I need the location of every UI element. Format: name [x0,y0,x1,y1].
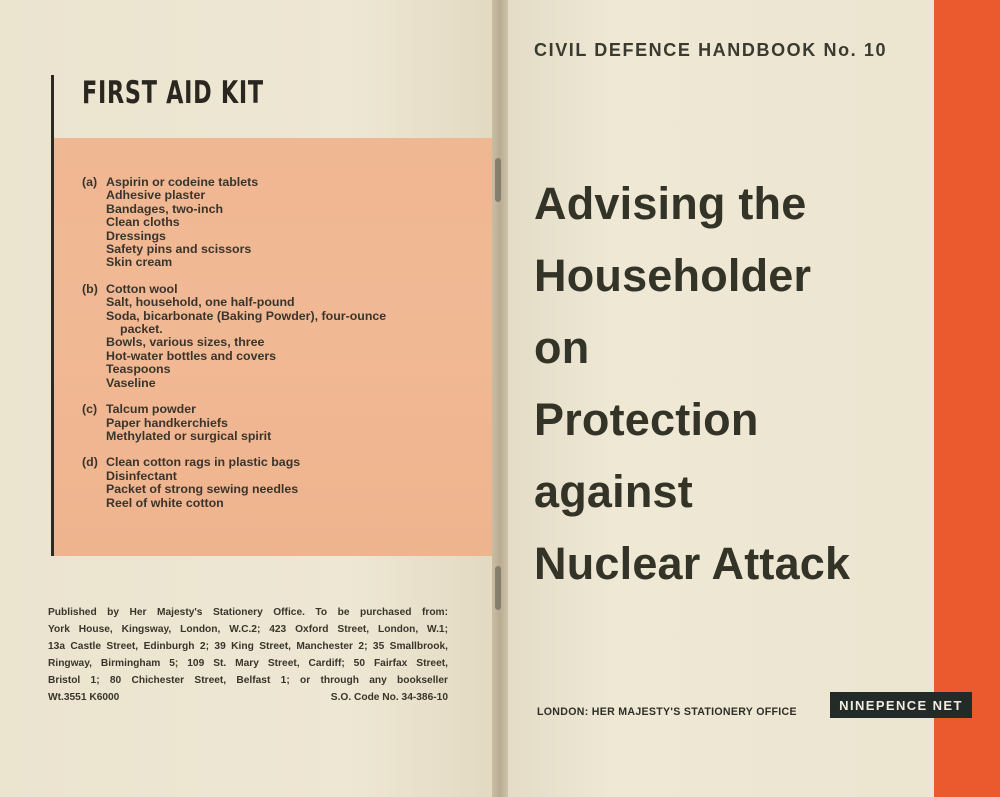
list-item: Bowls, various sizes, three [106,335,265,350]
group-label: (d) [82,455,98,470]
so-code: S.O. Code No. 34-386-10 [330,692,448,703]
list-item: Soda, bicarbonate (Baking Powder), four-ounce [106,308,387,323]
title-line: Protection [534,394,759,445]
list-item: Adhesive plaster [106,188,206,203]
list-item: Dressings [106,228,166,243]
vertical-rule [51,75,54,556]
orange-stripe [934,0,1000,797]
kit-group-a [82,176,482,270]
group-label: (c) [82,402,98,417]
publication-line: Published by Her Majesty's Stationery Office. To be purchased from: [48,607,448,618]
publication-codes [48,689,448,706]
publication-info [48,604,448,706]
list-item: Hot-water bottles and covers [106,348,277,363]
first-aid-kit-heading: FIRST AID KIT [82,75,264,111]
list-item: Bandages, two-inch [106,201,224,216]
list-item: Methylated or surgical spirit [106,428,272,443]
list-item: Skin cream [106,255,173,270]
price-label: NINEPENCE NET [830,692,972,718]
list-item: packet. [120,322,163,337]
list-item: (a) Aspirin or codeine tablets [82,175,259,189]
list-item: Safety pins and scissors [106,242,252,257]
title-line: against [534,466,693,517]
list-item: (d) Clean cotton rags in plastic bags [82,455,301,470]
list-item: Clean cloths [106,215,180,230]
list-item: Disinfectant [106,468,177,483]
publisher-imprint: LONDON: HER MAJESTY'S STATIONERY OFFICE [537,706,797,718]
publication-line: Bristol 1; 80 Chichester Street, Belfast 1; or through any bookseller [48,675,448,686]
list-item: Teaspoons [106,362,171,377]
kit-group-c [82,403,482,443]
title-line: on [534,322,590,373]
list-item: Vaseline [106,375,156,390]
list-item: Paper handkerchiefs [106,415,228,430]
group-label: (b) [82,281,98,296]
kit-group-d [82,456,482,510]
series-heading: CIVIL DEFENCE HANDBOOK No. 10 [534,40,888,60]
publication-line: Ringway, Birmingham 5; 109 St. Mary Street, Cardiff; 50 Fairfax Street, [48,658,448,669]
publication-line: York House, Kingsway, London, W.C.2; 423 Oxford Street, London, W.1; [48,624,448,635]
title-line: Householder [534,250,812,301]
print-code: Wt.3551 K6000 [48,692,120,703]
kit-group-b [82,283,482,390]
cover-title [534,168,850,600]
list-item: (c) Talcum powder [82,402,196,417]
group-label: (a) [82,175,98,189]
publication-line: 13a Castle Street, Edinburgh 2; 39 King Street, Manchester 2; 35 Smallbrook, [48,641,448,652]
list-item: Reel of white cotton [106,495,224,510]
first-aid-kit-list [82,176,482,523]
title-line: Nuclear Attack [534,538,851,589]
list-item: Packet of strong sewing needles [106,482,299,497]
list-item: (b) Cotton wool [82,281,178,296]
list-item: Salt, household, one half-pound [106,295,295,310]
staple-bottom [495,566,501,610]
title-line: Advising the [534,178,807,229]
staple-top [495,158,501,202]
